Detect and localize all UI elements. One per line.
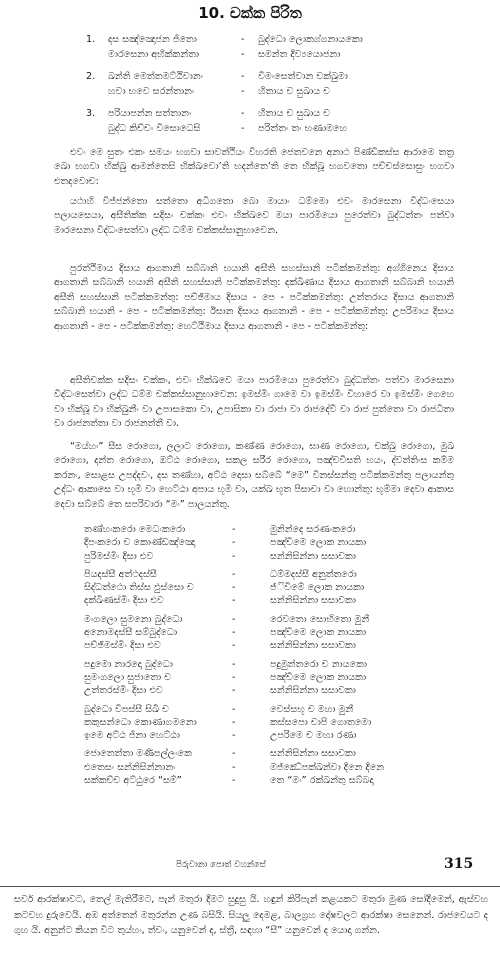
verse-first-half: එතෙසං සන්නිසින්නානං [84,761,176,773]
verse-first-half: උත්තරස්මිං දිසා එව [84,685,163,697]
verse-second-half: පඤ්චිමෙ ලොක නායකා [270,671,367,683]
page-title: 10. චක්ක පිරිත [198,4,302,22]
verse-dash: - [232,748,236,760]
enumeration-right-line: හිතාය ච සුඛාය ච [258,86,331,97]
verse-first-half: පියදස්සී අත්ථදස්සී [84,568,157,580]
verse-first-half: බුද්ධො විපස්සී සිඛී ච [84,703,169,715]
verse-second-half: පඤ්චිමෙ ලොක නායකා [270,627,367,639]
paragraph-simile: යථාහි විජ්ජන්තො සත්තො අධිගතො බො මායාං ධම්මො එවං මාරසෙනා විද්ධංසෙයා පලායසෙයා, අසීතික්ක සදිසං චක්කං එවං භික්ඛවෙ මයා පාරමියො පුරෙත්වා බුද්ධත්තං පත්වා මාරසෙනා විද්ධංසෙත්වා ලද්ධ ධම්ම චක්කස්සානුභාවෙන. [54,196,454,236]
verse-block [84,523,464,787]
page-number: 315 [444,856,474,872]
verse-second-half: වෙස්සභූ ච මහා මුනී [270,703,354,715]
usage-note: සර්ව ආරක්ෂාවට, තෙල් මැතිරීමට, පැන් මතුරා දීමට සුදුසු යි. හඳුන් කිරිපැන් කළයකට මතුරා මුණ සෝදීමෙන්, ඇස්වහ කටවහ දුරුවෙයි. අඹ අත්තෙන් මතුරන්න උණ බසියි. සියලු දෙමළ, බාලග්‍රහ දෝෂවලට ආරක්ෂා සෙනෙන්. රාජවෙයට ද ගුහ යි. අනුන්ට කියන විට තුය්හං, ත්වං, යනුවෙන් ද, ස්ත්‍රී, සඳහා “සී” යනුවෙන් ද යොදා ගන්න. [14,894,488,937]
verse-dash: - [232,730,236,742]
enumeration-dash: - [241,49,245,60]
verse-line [84,550,464,563]
verse-line [84,671,464,684]
verse-line [84,747,464,760]
verse-dash: - [232,613,236,625]
verse-dash: - [232,640,236,652]
enumeration-left-line: මාරසෙනා අභික්කන්තා [108,49,200,60]
enumeration-dash: - [241,86,245,97]
verse-dash: - [232,550,236,562]
verse-second-half: තෙ “මං” රක්ඛන්තු සබ්බදා [270,775,374,787]
verse-second-half: ජ්‍ිවිමේ ලොක නායකා [270,582,365,594]
enumeration-number: 2. [86,71,96,82]
verse-first-half: සිද්ධත්ථො තිස්ස ඵුස්සො ච [84,582,194,594]
enumeration-number: 1. [86,34,96,45]
verse-first-half: දීපංකරො ච කොණ්ඩඤ්ඤො [84,537,196,549]
verse-second-half: සන්නිසින්නා සසාවකා [270,685,356,697]
verse-first-half: පුරිමස්මිං දිසා එව [84,550,154,562]
verse-dash: - [232,627,236,639]
verse-dash: - [232,595,236,607]
verse-line [84,774,464,787]
verse-line [84,729,464,742]
footer-book-title: පිරුවානා පොත් වහන්සේ [176,860,266,870]
verse-line [84,703,464,716]
paragraph-ailments: “මය්හං” සීස රොගො, ලලාට රොගො, කණ්ණ රොගො, ඝාණ රොගො, චක්ඛු රොගො, මුඛ රොගො, දන්ත රොගො, ඔට්ඨ රොගො, සකල සරීර රොගො, පඤ්චවීසති භයං, ද්වත්තිංස කම්ම කරනං, සොළස උපද්දවං, දස තණ්හා, අට්ඨ දොසා සබ්බේ “මෙ” විනස්සන්තු පටික්කමන්තු පලායන්තු උද්ධං ආකාසෙ වා භූමි වා හෙට්ඨා අපාය භූමි වා, යක්ඛ භූත පිසාචා වා හොන්තු: භූම්මා දෙවා ආකාස දෙවා සබ්බේ තෙ සපරිවාරා “මං” පාලයන්තු. [54,441,454,510]
verse-second-half: සන්නිසින්නා සසාවකා [270,640,356,652]
verse-first-half: සුමංගලො සුජාතො ච [84,671,172,683]
verse-dash: - [232,524,236,535]
verse-line [84,568,464,581]
enumeration-dash: - [241,34,245,45]
verse-dash: - [232,775,236,787]
verse-second-half: උපරිමෙ ච මහා රණා [270,730,357,742]
enumeration-3 [86,106,466,136]
verse-dash: - [232,761,236,773]
verse-line [84,626,464,639]
verse-first-half: අනොමදස්සී සම්බුද්ධො [84,627,178,639]
enumeration-right-line: සමන්ත දිව්‍යයොජනා [258,49,341,60]
page-footer [0,856,500,874]
verse-second-half: සන්නිසින්නා සසාවකා [270,748,356,760]
verse-second-half: මජ්ඣේපක්ඛන්වා දිනෙ දිනෙ [270,761,384,773]
verse-dash: - [232,671,236,683]
verse-dash: - [232,685,236,697]
enumeration-left-line: බුද්ධ කිච්චං විසොධෙසි [108,123,201,134]
verse-line [84,658,464,671]
verse-first-half: ජොතෙත්තා මණිපල්ලංකෙ [84,748,192,760]
verse-first-half: සක්කච්ච අට්ඨුරෙ “සම්” [84,775,182,787]
verse-second-half: පදුමුත්තරො ච නායකො [270,658,368,670]
verse-dash: - [232,537,236,549]
verse-first-half: ඉමෙ අට්ඨ ජිනා හෙට්ඨා [84,730,180,742]
enumeration-2 [86,69,466,99]
verse-second-half: රෙවතො සොභිතො මුනී [270,613,370,625]
verse-dash: - [232,582,236,594]
verse-line [84,613,464,626]
verse-first-half: පච්ඡිමස්මිං දිසා එව [84,640,161,652]
verse-second-half: සන්නිසින්නා සසාවකා [270,550,356,562]
enumeration-left-line: පරියාපන්න සත්තානං [108,108,192,119]
verse-first-half: දක්ඛිණස්මිං දිසා එව [84,595,164,607]
verse-second-half: සන්නිසින්නා සසාවකා [270,595,356,607]
divider-line [0,886,500,887]
verse-line [84,761,464,774]
verse-first-half: කකුසන්ධො කොණාගමනො [84,716,197,728]
verse-dash: - [232,658,236,670]
enumeration-right-line: විමංසෙත්වාන චක්ඛුමා [258,71,348,82]
verse-dash: - [232,568,236,580]
verse-first-half: මංගලො සුමනො බුද්ධො [84,613,183,625]
paragraph-directions: පුරත්ථිමාය දිසාය ආගතානි සබ්බානි භයානි අසීති සහස්සානි පටික්කමන්තු: අග්ගිනෙය දිසාය ආගතානි සබ්බානි භයානි අසීති සහස්සානි පටික්කමන්තු: දක්ඛිණාය දිසාය ආගතානි සබ්බානි භයානි අසීති සහස්සානි පටික්කමන්තු: පච්ඡිමාය දිසාය - පෙ - පටික්කමන්තු: උත්තරාය දිසාය ආගතානි සබ්බානි භයානි - පෙ - පටික්කමන්තු: ඊසාන දිසාය ආගතානි - පෙ - පටික්කමන්තු: උපරිමාය දිසාය ආගතානි - පෙ - පටික්කමන්තු: හෙට්ඨිමාය දිසාය ආගතානි - පෙ - පටික්කමන්තු: [54,263,454,332]
enumeration-right-line: පරිත්තං තං භණාමහෙ [258,123,348,134]
enumeration-right-line: හිතාය ච සුඛාය ච [258,108,331,119]
enumeration-1 [86,32,466,62]
verse-second-half: පඤ්චිමෙ ලොක නායකා [270,537,367,549]
verse-line [84,594,464,607]
verse-first-half: පදුමො නාරදො බුද්ධො [84,658,173,670]
verse-line [84,581,464,594]
verse-line [84,536,464,549]
enumeration-dash: - [241,71,245,82]
verse-line [84,716,464,729]
enumeration-right-line: බුද්ධො ලොකග්ගනායකො [258,34,363,45]
verse-second-half: මුනින්දෙ සරණංකරො [270,524,356,535]
verse-second-half: ධම්මදස්සී අනුත්තරො [270,568,357,580]
enumeration-left-line: ඛන්ති මෙත්තමට්ඨිවානං [108,71,204,82]
enumeration-left-line: දස සඤ්ඤොජන ජිතො [108,34,197,45]
verse-second-half: කස්සපො චාපි ගොතමො [270,716,372,728]
enumeration-number: 3. [86,108,96,119]
verse-dash: - [232,703,236,715]
paragraph-protection: අසීතිචක්ක සදිසං චක්කං, එවං භික්ඛවෙ මයා පාරමියො පුරෙත්වා බුද්ධත්තං පත්වා මාරසෙනා විද්ධංසෙත්වා ලද්ධ ධම්ම චක්කස්සානුභාවෙන: ඉමස්මිං ගාමෙ වා ඉමස්මිං විහාරෙ වා ඉමස්මිං ගෙහෙ වා භික්ඛූ වා භික්ඛුනීං වා උපාසකො වා, උපාසිකා වා රාජා වා රාජදේවී වා රාජ පුත්තො වා රාජධීතා වා රාජනත්තා වා රාජනත්තී වා. [54,375,454,430]
verse-line [84,684,464,697]
enumeration-dash: - [241,108,245,119]
enumeration-dash: - [241,123,245,134]
verse-line [84,523,464,536]
paragraph-intro: එවං මෙ සුතං එකං සමයං භගවා සාවත්ථියං විහරති ජෙතවනෙ අනාථ පිණ්ඩිකස්ස ආරාමෙ තත්‍ර ඛො භගවා භික්ඛු ආමන්තෙසි භික්ඛවො’ති භදන්තෙ’ති තෙ භික්ඛූ භගවතො පච්චස්සොසුං භගවා එතදවොච: [54,147,454,187]
verse-dash: - [232,716,236,728]
enumeration-left-line: හවා භවෙ සරන්තානං [108,86,195,97]
verse-first-half: තණ්හංකරො මෙධංකරො [84,524,186,535]
verse-line [84,639,464,652]
